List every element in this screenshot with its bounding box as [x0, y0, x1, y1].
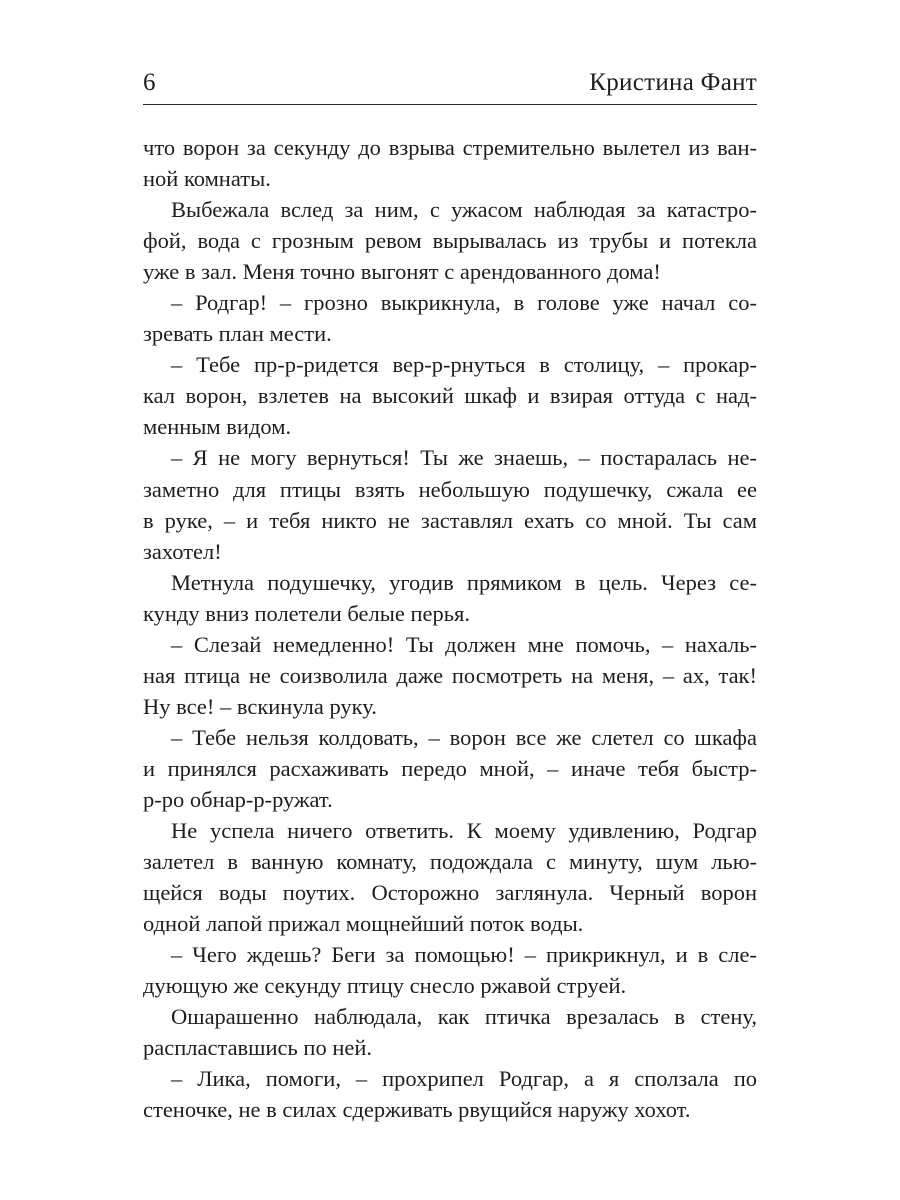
text-line: – Родгар! – грозно выкрикнула, в голове уже начал со-: [171, 290, 757, 316]
paragraph: [143, 1001, 757, 1063]
text-line: Не успела ничего ответить. К моему удивлению, Родгар: [171, 818, 757, 844]
text-line: – Тебе пр-р-ридется вер-р-рнуться в столицу, – прокар-: [171, 352, 757, 378]
text-line: захотел!: [143, 538, 222, 564]
body-text: [143, 132, 757, 1126]
paragraph: [143, 815, 757, 939]
text-line: р-ро обнар-р-ружат.: [143, 786, 333, 812]
text-line: уже в зал. Меня точно выгонят с арендованного дома!: [143, 259, 661, 285]
text-line: кунду вниз полетели белые перья.: [143, 600, 470, 626]
text-line: – Тебе нельзя колдовать, – ворон все же слетел со шкафа: [171, 724, 757, 750]
paragraph: [143, 287, 757, 349]
text-line: дующую же секунду птицу снесло ржавой струей.: [143, 973, 627, 999]
paragraph: [143, 722, 757, 815]
text-line: – Я не могу вернуться! Ты же знаешь, – постаралась не-: [171, 445, 757, 471]
text-line: стеночке, не в силах сдерживать рвущийся наружу хохот.: [143, 1097, 691, 1123]
paragraph: [143, 132, 757, 194]
text-line: – Чего ждешь? Беги за помощью! – прикрикнул, и в сле-: [171, 942, 757, 968]
text-line: и принялся расхаживать передо мной, – иначе тебя быстр-: [143, 755, 757, 781]
paragraph: [143, 194, 757, 287]
text-line: – Слезай немедленно! Ты должен мне помочь, – нахаль-: [171, 631, 757, 657]
paragraph: [143, 1063, 757, 1125]
text-line: Выбежала вслед за ним, с ужасом наблюдая за катастро-: [171, 197, 757, 223]
paragraph: [143, 349, 757, 442]
text-line: в руке, – и тебя никто не заставлял ехать со мной. Ты сам: [143, 507, 757, 533]
text-line: что ворон за секунду до взрыва стремительно вылетел из ван-: [143, 135, 757, 160]
text-line: ной комнаты.: [143, 166, 271, 192]
text-line: менным видом.: [143, 414, 292, 440]
text-line: зревать план мести.: [143, 321, 332, 347]
text-line: заметно для птицы взять небольшую подушечку, сжала ее: [143, 476, 757, 502]
paragraph: [143, 629, 757, 722]
page-number: 6: [143, 69, 156, 96]
paragraph: [143, 442, 757, 566]
paragraph: [143, 567, 757, 629]
text-line: Ошарашенно наблюдала, как птичка врезалась в стену,: [171, 1004, 757, 1030]
text-line: ная птица не соизволила даже посмотреть на меня, – ах, так!: [143, 662, 757, 688]
header-divider: [143, 104, 757, 105]
text-line: одной лапой прижал мощнейший поток воды.: [143, 911, 584, 937]
text-line: распластавшись по ней.: [143, 1035, 373, 1061]
text-line: – Лика, помоги, – прохрипел Родгар, а я сползала по: [171, 1066, 757, 1092]
author-name: Кристина Фант: [589, 69, 757, 96]
running-head: [143, 66, 757, 100]
text-line: фой, вода с грозным ревом вырывалась из трубы и потекла: [143, 228, 757, 254]
text-line: Метнула подушечку, угодив прямиком в цель. Через се-: [171, 569, 757, 595]
text-line: кал ворон, взлетев на высокий шкаф и взирая оттуда с над-: [143, 383, 757, 409]
paragraph: [143, 939, 757, 1001]
text-line: щейся воды поутих. Осторожно заглянула. Черный ворон: [143, 880, 757, 906]
text-line: залетел в ванную комнату, подождала с минуту, шум лью-: [143, 849, 757, 875]
text-line: Ну все! – вскинула руку.: [143, 693, 377, 719]
